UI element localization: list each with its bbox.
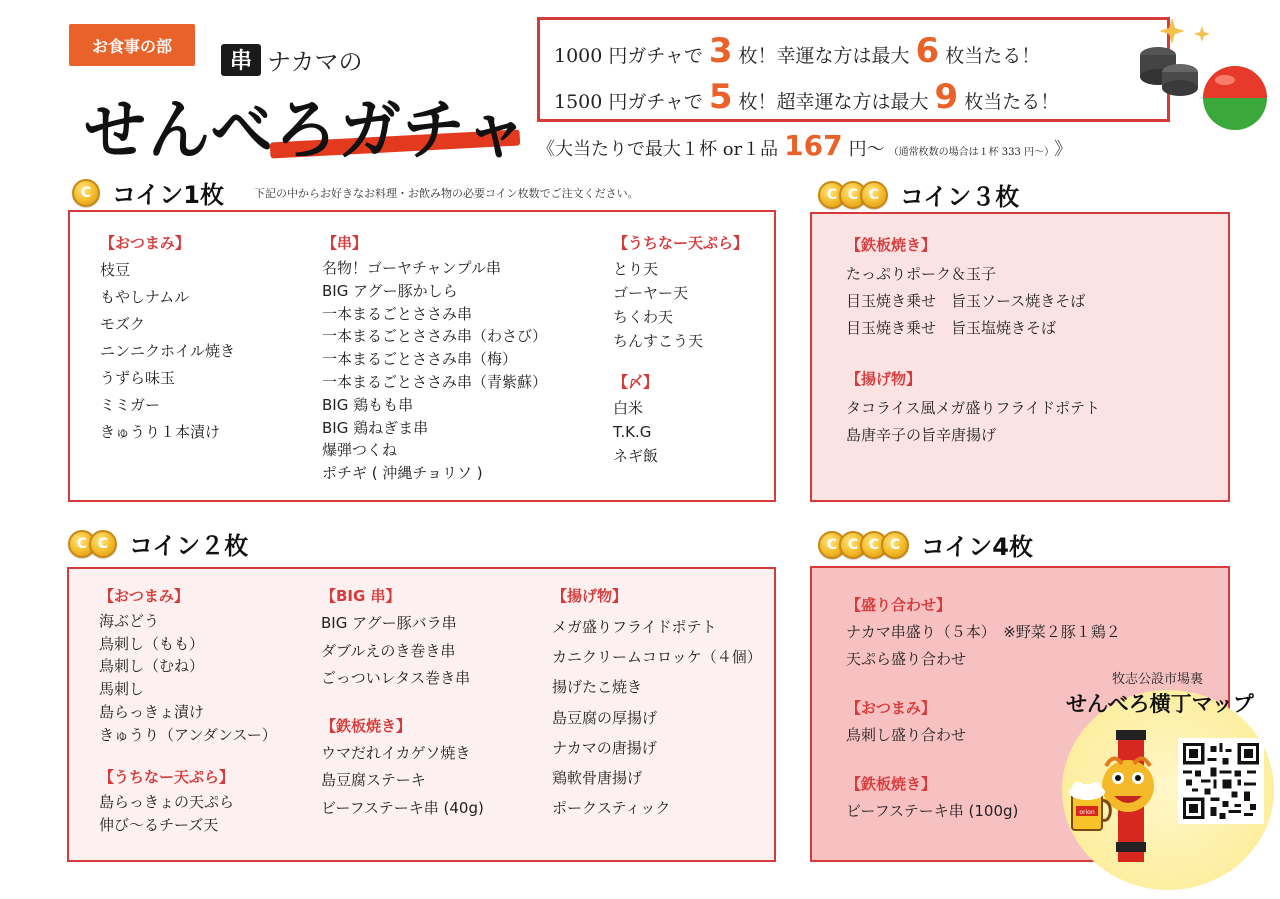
menu-item: ごっついレタス巻き串 bbox=[321, 669, 471, 687]
coin3-panel bbox=[810, 212, 1230, 502]
skewer-logo-icon: 串 bbox=[221, 44, 261, 76]
coin1-col-3 bbox=[613, 232, 748, 468]
coin-icon: C bbox=[72, 179, 100, 207]
coin3-col bbox=[846, 234, 1100, 449]
menu-item: ビーフステーキ串 (40g) bbox=[321, 798, 484, 817]
coin-icon: C bbox=[860, 181, 888, 209]
menu-item: 鳥刺し（むね） bbox=[99, 657, 205, 676]
menu-item: T.K.G bbox=[613, 423, 652, 441]
coin-icon: C bbox=[818, 531, 846, 559]
section-heading: 【〆】 bbox=[613, 373, 659, 391]
menu-item: ビーフステーキ串 (100g) bbox=[846, 802, 1019, 820]
menu-item: 白米 bbox=[613, 399, 644, 417]
menu-item: 一本まるごとささみ串（梅） bbox=[322, 350, 518, 369]
menu-item: ちんすこう天 bbox=[613, 332, 704, 350]
coin-icons bbox=[72, 179, 100, 207]
section-heading: 【揚げ物】 bbox=[846, 370, 922, 388]
menu-item: モズク bbox=[100, 315, 146, 333]
menu-item: 島唐辛子の旨辛唐揚げ bbox=[846, 426, 997, 444]
map-title: せんべろ横丁マップ bbox=[1066, 692, 1254, 716]
coin2-col-3 bbox=[552, 585, 762, 823]
min-price: 167 bbox=[784, 129, 843, 162]
menu-item: BIG 鶏ねぎま串 bbox=[322, 418, 429, 437]
section-heading: 【盛り合わせ】 bbox=[846, 596, 952, 614]
section-heading: 【鉄板焼き】 bbox=[846, 775, 937, 793]
menu-item: BIG アグー豚かしら bbox=[322, 281, 458, 300]
menu-item: 島豆腐の厚揚げ bbox=[552, 708, 658, 727]
menu-item: 目玉焼き乗せ 旨玉ソース焼きそば bbox=[846, 292, 1086, 310]
section-heading: 【鉄板焼き】 bbox=[321, 716, 412, 735]
coin-icons bbox=[818, 181, 888, 209]
coin2-header bbox=[68, 526, 248, 561]
coin-icon: C bbox=[839, 531, 867, 559]
coin1-title: コイン1枚 bbox=[112, 181, 224, 209]
coin1-col-2 bbox=[322, 232, 547, 485]
coin3-title: コイン３枚 bbox=[900, 183, 1020, 211]
menu-item: 爆弾つくね bbox=[322, 441, 398, 460]
promo-line-1000: 1000 円ガチャで 3 枚！幸運な方は最大 6 枚当たる！ bbox=[554, 31, 1041, 71]
coin1-col-1 bbox=[100, 232, 235, 446]
coin-icon: C bbox=[881, 531, 909, 559]
max-count: 6 bbox=[915, 31, 940, 71]
menu-item: ゴーヤー天 bbox=[613, 284, 689, 302]
menu-item: カニクリームコロッケ（４個） bbox=[552, 648, 762, 667]
menu-item: ポークスティック bbox=[552, 799, 671, 818]
coin1-panel bbox=[68, 210, 776, 502]
menu-item: 天ぷら盛り合わせ bbox=[846, 650, 967, 668]
qr-code-icon[interactable] bbox=[1178, 738, 1264, 824]
menu-item: きゅうり１本漬け bbox=[100, 423, 221, 441]
section-heading: 【BIG 串】 bbox=[321, 587, 401, 605]
menu-item: 名物！ゴーヤチャンプル串 bbox=[322, 259, 501, 277]
shisa-mascot-icon bbox=[1066, 722, 1176, 862]
menu-item: 鳥刺し（もも） bbox=[99, 634, 205, 653]
beer-brand-label: orion bbox=[1079, 809, 1095, 816]
menu-item: 一本まるごとささみ串（わさび） bbox=[322, 327, 548, 346]
section-heading: 【うちなー天ぷら】 bbox=[613, 234, 749, 252]
brand-name: ナカマの bbox=[267, 48, 363, 76]
menu-item: 伸び〜るチーズ天 bbox=[99, 815, 219, 834]
menu-item: BIG 鶏もも串 bbox=[322, 395, 414, 414]
menu-item: ちくわ天 bbox=[613, 308, 674, 326]
max-count: 9 bbox=[934, 77, 959, 117]
section-heading: 【おつまみ】 bbox=[100, 234, 190, 252]
coin-icon: C bbox=[89, 530, 117, 558]
menu-item: ネギ飯 bbox=[613, 447, 659, 465]
section-heading: 【揚げ物】 bbox=[552, 587, 628, 605]
section-heading: 【おつまみ】 bbox=[846, 699, 936, 717]
order-instruction: 下記の中からお好きなお料理・お飲み物の必要コイン枚数でご注文ください。 bbox=[253, 186, 639, 200]
section-heading: 【おつまみ】 bbox=[99, 587, 189, 605]
coin-icons bbox=[68, 530, 117, 558]
menu-item: 馬刺し bbox=[99, 680, 145, 699]
coin-icon: C bbox=[839, 181, 867, 209]
coin2-title: コイン２枚 bbox=[129, 532, 249, 560]
coin2-col-2 bbox=[321, 585, 484, 822]
coin4-header bbox=[818, 527, 1033, 562]
menu-item: 島らっきょの天ぷら bbox=[99, 793, 235, 812]
menu-item: 一本まるごとささみ串（青紫蘇） bbox=[322, 372, 548, 391]
coin-icon: C bbox=[818, 181, 846, 209]
coin3-header bbox=[818, 177, 1019, 212]
menu-item: ウマだれイカゲソ焼き bbox=[321, 743, 471, 762]
page-title: せんべろガチャ bbox=[84, 91, 529, 169]
coin-icon: C bbox=[68, 530, 96, 558]
menu-item: ダブルえのき巻き串 bbox=[321, 641, 456, 660]
menu-item: 鳥刺し盛り合わせ bbox=[846, 726, 967, 744]
menu-item: 島らっきょ漬け bbox=[99, 702, 205, 721]
menu-item: うずら味玉 bbox=[100, 369, 176, 387]
menu-item: BIG アグー豚バラ串 bbox=[321, 614, 457, 632]
coin-count: 5 bbox=[708, 77, 733, 117]
coin-icon: C bbox=[860, 531, 888, 559]
section-heading: 【串】 bbox=[322, 234, 368, 252]
menu-item: ナカマの唐揚げ bbox=[552, 738, 657, 757]
menu-item: 一本まるごとささみ串 bbox=[322, 304, 473, 323]
menu-item: きゅうり（アンダンスー） bbox=[99, 725, 277, 744]
coin1-header bbox=[72, 175, 639, 210]
map-subtitle: 牧志公設市場裏 bbox=[1112, 672, 1204, 687]
section-tag: お食事の部 bbox=[69, 24, 195, 66]
menu-item: タコライス風メガ盛りフライドポテト bbox=[846, 399, 1100, 417]
menu-item: 揚げたこ焼き bbox=[552, 678, 643, 697]
menu-item: 枝豆 bbox=[100, 261, 131, 279]
capsule-icon bbox=[1203, 66, 1267, 130]
menu-item: 島豆腐ステーキ bbox=[321, 771, 426, 789]
coin2-panel bbox=[67, 567, 776, 862]
menu-item: 鶏軟骨唐揚げ bbox=[552, 769, 643, 788]
promo-line-1500: 1500 円ガチャで 5 枚！超幸運な方は最大 9 枚当たる！ bbox=[554, 77, 1060, 117]
menu-item: ポチギ ( 沖縄チョリソ ) bbox=[322, 464, 483, 483]
menu-item: たっぷりポーク＆玉子 bbox=[846, 265, 997, 283]
promo-box bbox=[537, 17, 1170, 122]
coin4-title: コイン4枚 bbox=[921, 533, 1033, 561]
promo-subline: 《大当たりで最大１杯 or１品 167 円〜 （通常枚数の場合は１杯 333 円〜） 》 bbox=[537, 129, 1073, 162]
coin-count: 3 bbox=[708, 31, 733, 71]
section-heading: 【うちなー天ぷら】 bbox=[99, 768, 235, 787]
menu-item: メガ盛りフライドポテト bbox=[552, 618, 717, 636]
coin-icons bbox=[818, 531, 909, 559]
menu-item: ナカマ串盛り（５本） ※野菜２豚１鶏２ bbox=[846, 623, 1121, 641]
sparkle-icon bbox=[1159, 18, 1210, 44]
section-heading: 【鉄板焼き】 bbox=[846, 236, 937, 254]
stacked-coins-icon bbox=[1130, 10, 1280, 140]
coin2-col-1 bbox=[99, 585, 277, 837]
brand bbox=[221, 42, 363, 77]
menu-item: ニンニクホイル焼き bbox=[100, 342, 236, 360]
menu-item: とり天 bbox=[613, 260, 659, 278]
menu-item: 目玉焼き乗せ 旨玉塩焼きそば bbox=[846, 319, 1057, 337]
menu-item: もやしナムル bbox=[100, 288, 190, 306]
menu-item: ミミガー bbox=[100, 396, 161, 414]
menu-item: 海ぶどう bbox=[99, 612, 160, 630]
